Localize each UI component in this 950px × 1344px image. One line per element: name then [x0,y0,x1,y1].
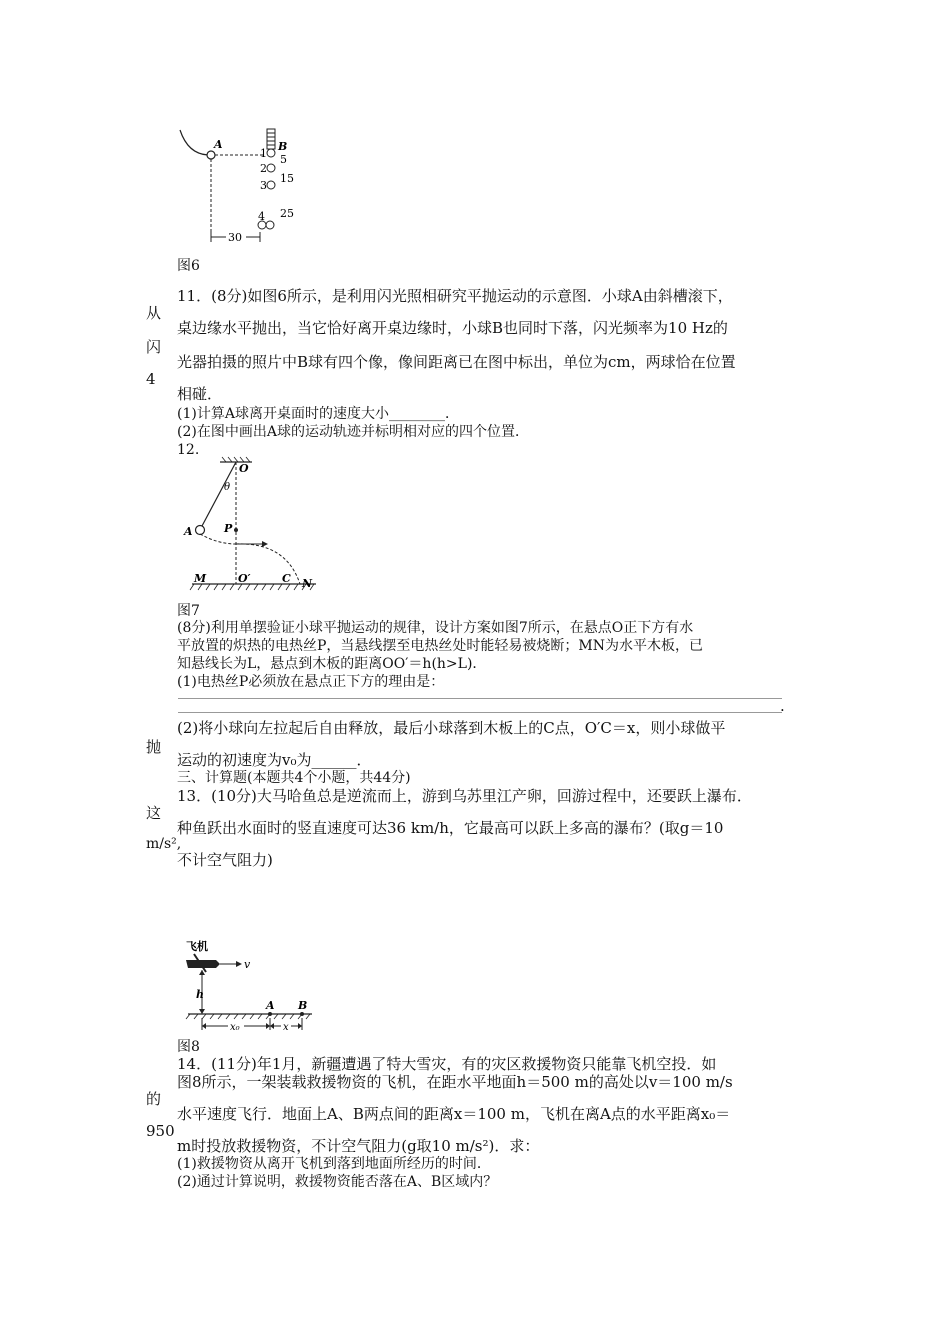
figure-8 [180,938,320,1034]
fig7-label-m: M [194,572,207,585]
fig6-num-1: 1 [260,147,267,160]
answer-line-end: . [780,697,785,715]
fig8-label-h: h [196,988,204,1001]
fig8-caption: 图8 [177,1039,200,1055]
q12-number: 12. [177,442,200,458]
fig6-dist-5: 5 [280,153,287,166]
fig7-label-o: O [239,462,249,475]
fig7-label-o-prime: O′ [238,572,251,585]
q14-line1: 14．(11分)年1月，新疆遭遇了特大雪灾，有的灾区救援物资只能靠飞机空投．如 [177,1055,717,1073]
q14-margin-2: 950 [146,1122,175,1140]
fig8-label-a: A [266,999,275,1012]
fig7-label-p: P [224,522,233,535]
fig7-label-theta: θ [224,482,231,493]
fig8-label-plane: 飞机 [186,940,208,953]
fig7-label-n: N [302,577,313,590]
q13-line3: 不计空气阻力) [177,851,273,869]
q13-line1: 13．(10分)大马哈鱼总是逆流而上，游到乌苏里江产卵，回游过程中，还要跃上瀑布． [177,787,752,805]
q11-line2: 桌边缘水平抛出，当它恰好离开桌边缘时，小球B也同时下落，闪光频率为10 Hz的 [177,319,728,337]
q12-sub1: (1)电热丝P必须放在悬点正下方的理由是： [177,674,445,690]
q11-margin-3: 4 [146,370,156,388]
section3-heading: 三、计算题(本题共4个小题，共44分) [177,770,411,786]
q11-margin-1: 从 [146,304,162,322]
q11-margin-2: 闪 [146,338,162,356]
fig7-label-a: A [184,525,193,538]
fig6-num-3: 3 [260,179,267,192]
q14-line3: 水平速度飞行．地面上A、B两点间的距离x＝100 m，飞机在离A点的水平距离x₀＝ [177,1105,731,1123]
q12-sub2: (2)将小球向左拉起后自由释放，最后小球落到木板上的C点，O′C＝x，则小球做平 [177,719,726,737]
fig6-dist-15: 15 [280,172,294,185]
fig8-label-x: x [283,1022,289,1033]
fig6-dist-25: 25 [280,207,294,220]
q12-sub2b: 运动的初速度为v₀为______． [177,751,372,769]
fig8-label-b: B [298,999,308,1012]
q13-margin-2: m/s², [146,836,182,852]
q14-line4: m时投放救援物资，不计空气阻力(g取10 m/s²)．求： [177,1137,540,1155]
q12-line1: (8分)利用单摆验证小球平抛运动的规律，设计方案如图7所示，在悬点O正下方有水 [177,620,694,636]
fig6-num-2: 2 [260,162,267,175]
fig6-num-4: 4 [258,210,265,223]
q12-line2: 平放置的炽热的电热丝P，当悬线摆至电热丝处时能轻易被烧断；MN为水平木板，已 [177,638,704,654]
answer-line-2 [178,712,782,713]
fig7-label-c: C [282,572,291,585]
fig6-label-b: B [278,140,288,153]
fig6-label-a: A [214,138,223,151]
fig7-caption: 图7 [177,603,200,619]
fig8-label-x0: x₀ [230,1022,240,1033]
q11-line1: 11．(8分)如图6所示，是利用闪光照相研究平抛运动的示意图．小球A由斜槽滚下， [177,287,733,305]
fig6-width-label: 30 [228,231,242,244]
q11-sub2: (2)在图中画出A球的运动轨迹并标明相对应的四个位置． [177,424,529,440]
q11-line3: 光器拍摄的照片中B球有四个像，像间距离已在图中标出，单位为cm，两球恰在位置 [177,353,736,371]
q11-line4: 相碰． [177,385,223,403]
figure-7 [178,456,328,598]
q13-line2: 种鱼跃出水面时的竖直速度可达36 km/h，它最高可以跃上多高的瀑布？(取g＝10 [177,819,724,837]
q14-sub1: (1)救援物资从离开飞机到落到地面所经历的时间． [177,1156,491,1172]
answer-line-1 [178,698,782,699]
fig8-label-v: v [244,958,251,971]
q14-line2: 图8所示，一架装载救援物资的飞机，在距水平地面h＝500 m的高处以v＝100 m/s [177,1073,733,1091]
q14-sub2: (2)通过计算说明，救援物资能否落在A、B区域内？ [177,1174,498,1190]
figure-6 [170,120,310,250]
q13-margin-1: 这 [146,804,162,822]
q12-margin: 抛 [146,738,162,756]
q12-line3: 知悬线长为L，悬点到木板的距离OO′＝h(h>L)． [177,656,487,672]
q11-sub1: (1)计算A球离开桌面时的速度大小________． [177,406,459,422]
q14-margin-1: 的 [146,1090,162,1108]
fig6-caption: 图6 [177,258,200,274]
